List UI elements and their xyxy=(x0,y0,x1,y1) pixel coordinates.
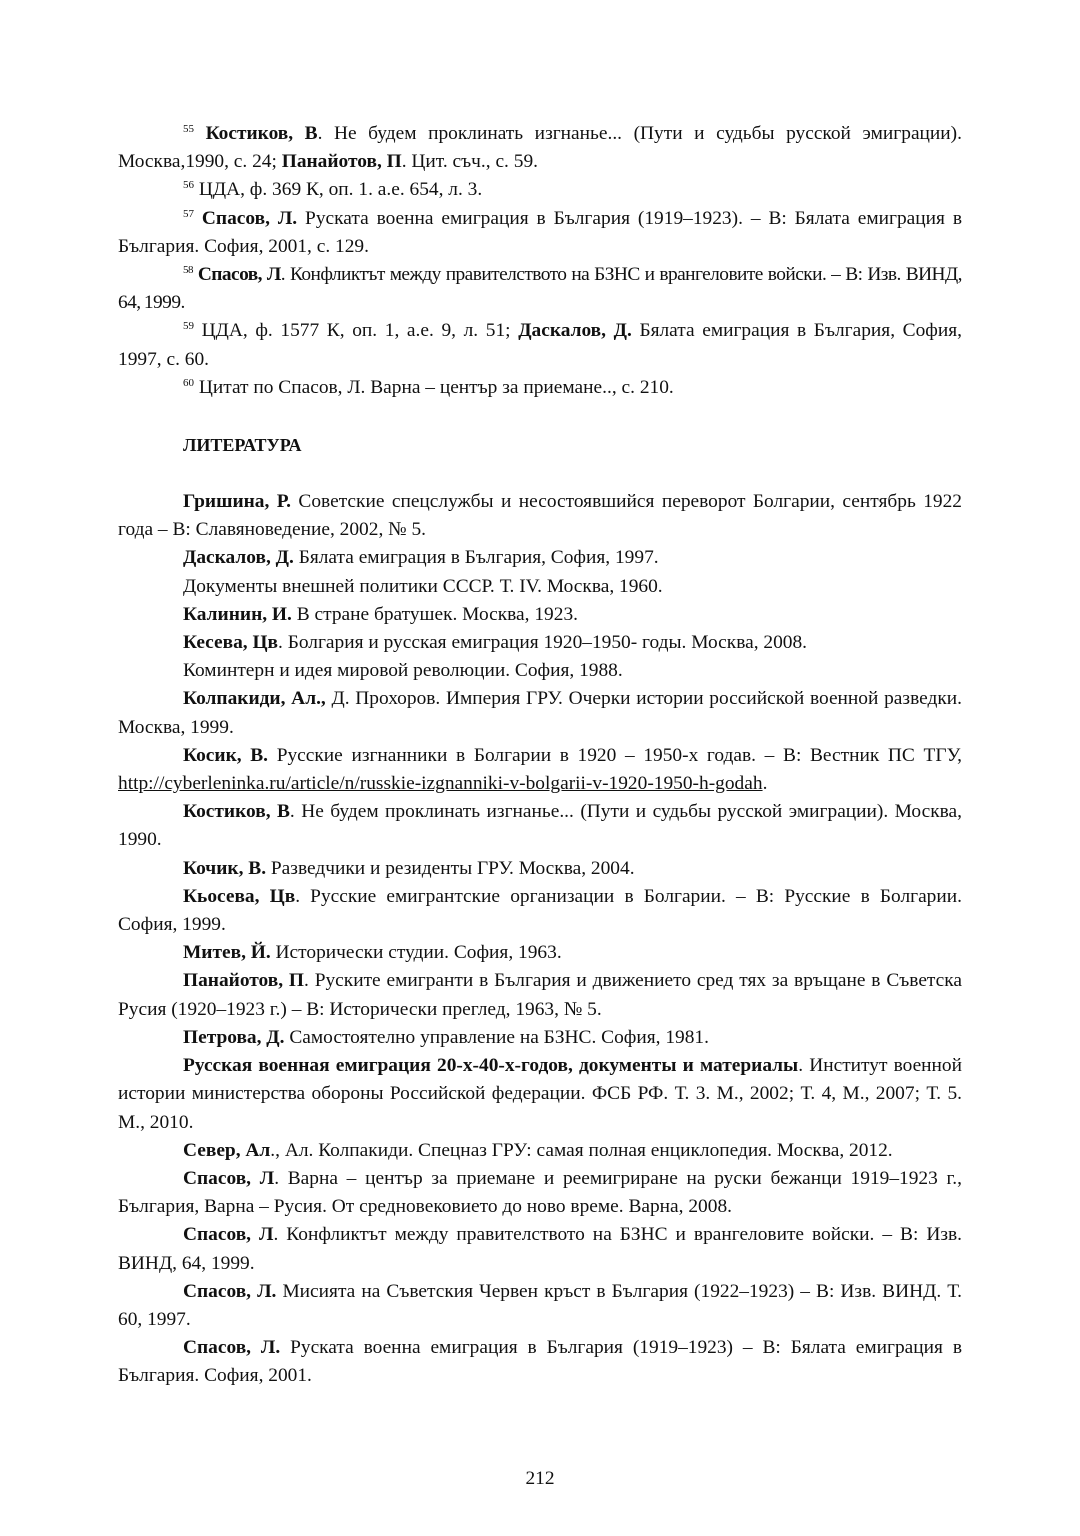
citation-text: . Руските емигранти в България и движението сред тях за връщане в Съветска Русия (1920–1923 г.) – В: Исторически преглед, 1963, № 5. xyxy=(118,970,962,1020)
author-name: Колпакиди, Ал., xyxy=(183,688,326,710)
citation-text: Мисията на Съветския Червен кръст в България (1922–1923) – В: Изв. ВИНД. Т. 60, 1997. xyxy=(118,1280,962,1330)
bibliography-entry xyxy=(118,629,962,657)
citation-text: ., Ал. Колпакиди. Спецназ ГРУ: самая полная енциклопедия. Москва, 2012. xyxy=(270,1139,893,1161)
bibliography-entry xyxy=(118,657,962,685)
footnote-number: 57 xyxy=(183,207,194,220)
citation-text: ЦДА, ф. 1577 К, оп. 1, а.е. 9, л. 51; xyxy=(201,320,519,342)
author-name: Костиков, В xyxy=(183,801,290,823)
footnote-55 xyxy=(118,120,962,176)
author-name: Кьосева, Цв xyxy=(183,885,296,907)
author-name: Север, Ал xyxy=(183,1139,271,1161)
author-name: Спасов, Л. xyxy=(201,207,298,229)
bibliography-entry xyxy=(118,488,962,544)
bibliography-entry xyxy=(118,798,962,854)
source-link[interactable]: http://cyberleninka.ru/article/n/russkie-izgnanniki-v-bolgarii-v-1920-1950-h-godah xyxy=(118,773,763,795)
literature-heading: ЛИТЕРАТУРА xyxy=(183,435,302,456)
bibliography-entry xyxy=(118,939,962,967)
author-name: Спасов, Л. xyxy=(183,1280,277,1302)
citation-text: Руската военна емиграция в България (1919–1923) – В: Бялата емиграция в България. София, 2001. xyxy=(118,1337,962,1387)
citation-text: . Институт военной истории министерства обороны Российской федерации. ФСБ РФ. Т. 3. М., 2002; Т. 4, М., 2007; Т. 5. М., 2010. xyxy=(118,1055,962,1133)
bibliography xyxy=(118,488,962,1391)
bibliography-entry xyxy=(118,1221,962,1277)
citation-text: Документы внешней политики СССР. Т. IV. Москва, 1960. xyxy=(183,575,663,597)
author-name: Митев, Й. xyxy=(183,942,271,964)
citation-text: Русские изгнанники в Болгарии в 1920 – 1950-х годав. – В: Вестник ПС ТГУ, xyxy=(268,744,962,766)
bibliography-entry xyxy=(118,601,962,629)
author-name: Гришина, Р. xyxy=(183,491,292,513)
bibliography-entry xyxy=(118,883,962,939)
bibliography-entry xyxy=(118,1278,962,1334)
bibliography-entry xyxy=(118,1165,962,1221)
bibliography-entry xyxy=(118,1137,962,1165)
citation-text: Советские спецслужбы и несостоявшийся переворот Болгарии, сентябрь 1922 года – В: Славяноведение, 2002, № 5. xyxy=(118,491,962,541)
author-name: Костиков, В xyxy=(205,123,318,144)
citation-text: ЦДА, ф. 369 К, оп. 1. а.е. 654, л. 3. xyxy=(198,179,483,201)
citation-text: Цитат по Спасов, Л. Варна – център за приемане.., с. 210. xyxy=(198,376,674,398)
footnotes xyxy=(118,120,962,402)
author-name: Кочик, В. xyxy=(183,857,267,879)
author-name: Кесева, Цв xyxy=(183,632,279,654)
author-name: Панайотов, П xyxy=(183,970,304,992)
citation-text: Коминтерн и идея мировой революции. София, 1988. xyxy=(183,660,623,682)
author-name: Калинин, И. xyxy=(183,603,292,625)
bibliography-entry xyxy=(118,742,962,798)
citation-text: . Цит. съч., с. 59. xyxy=(401,151,538,173)
footnote-57 xyxy=(118,205,962,261)
bibliography-entry xyxy=(118,544,962,572)
footnote-56 xyxy=(118,176,962,204)
citation-text: Д. Прохоров. Империя ГРУ. Очерки истории российской военной разведки. Москва, 1999. xyxy=(118,688,962,738)
author-name: Спасов, Л xyxy=(197,264,281,286)
citation-text: . xyxy=(762,773,768,795)
citation-text: Исторически студии. София, 1963. xyxy=(270,942,562,964)
page-number: 212 xyxy=(525,1468,555,1489)
bibliography-entry xyxy=(118,1024,962,1052)
page-body xyxy=(118,120,962,1391)
author-name: Русская военная емиграция 20-х-40-х-годов, документы и материалы xyxy=(183,1055,799,1077)
author-name: Петрова, Д. xyxy=(183,1026,285,1048)
spacer xyxy=(118,460,962,488)
bibliography-entry xyxy=(118,1334,962,1390)
footnote-number: 55 xyxy=(183,123,194,135)
citation-text: . Русские емигрантские организации в Болгарии. – В: Русские в Болгарии. София, 1999. xyxy=(118,885,962,936)
author-name: Спасов, Л. xyxy=(183,1337,281,1359)
bibliography-entry xyxy=(118,573,962,601)
footnote-number: 60 xyxy=(183,376,194,389)
citation-text: . Не будем проклинать изгнанье... (Пути и судьбы русской эмиграции). Москва, 1990. xyxy=(118,801,962,851)
footnote-58 xyxy=(118,261,962,317)
citation-text: . Не будем проклинать изгнанье... (Пути и судьбы русской эмиграции). Москва,1990, с. 24; xyxy=(118,123,962,173)
bibliography-entry xyxy=(118,967,962,1023)
citation-text: . Варна – център за приемане и реемигриране на руски бежанци 1919–1923 г., България, Варна – Русия. От средновековието до ново време. Варна, 2008. xyxy=(118,1167,962,1218)
citation-text: Бялата емиграция в България, София, 1997, с. 60. xyxy=(118,320,963,370)
citation-text: . Конфликтът между правителството на БЗНС и врангеловите войски. – В: Изв. ВИНД, 64, 1999. xyxy=(118,264,962,314)
bibliography-entry xyxy=(118,855,962,883)
author-name: Спасов, Л xyxy=(183,1224,274,1246)
footnote-60 xyxy=(118,374,962,402)
bibliography-entry xyxy=(118,1052,962,1137)
bibliography-entry xyxy=(118,685,962,741)
author-name: Косик, В. xyxy=(183,744,269,766)
author-name: Спасов, Л xyxy=(183,1167,275,1189)
author-name: Панайотов, П xyxy=(281,151,402,173)
citation-text: Руската военна емиграция в България (1919–1923). – В: Бялата емиграция в България. София, 2001, с. 129. xyxy=(118,207,962,257)
citation-text: . Конфликтът между правителството на БЗНС и врангеловите войски. – В: Изв. ВИНД, 64, 1999. xyxy=(118,1224,963,1274)
citation-text: . Болгария и русская емиграция 1920–1950- годы. Москва, 2008. xyxy=(278,632,808,654)
footnote-number: 56 xyxy=(183,179,194,192)
footnote-number: 59 xyxy=(183,320,194,333)
footnote-59 xyxy=(118,317,962,373)
citation-text: В стране братушек. Москва, 1923. xyxy=(291,603,578,625)
citation-text: Бялата емиграция в България, София, 1997. xyxy=(293,547,659,569)
author-name: Даскалов, Д. xyxy=(183,547,294,569)
citation-text: Разведчики и резиденты ГРУ. Москва, 2004. xyxy=(266,857,635,879)
citation-text: Самостоятелно управление на БЗНС. София, 1981. xyxy=(284,1026,709,1048)
footnote-number: 58 xyxy=(183,264,193,277)
author-name: Даскалов, Д. xyxy=(518,320,632,342)
